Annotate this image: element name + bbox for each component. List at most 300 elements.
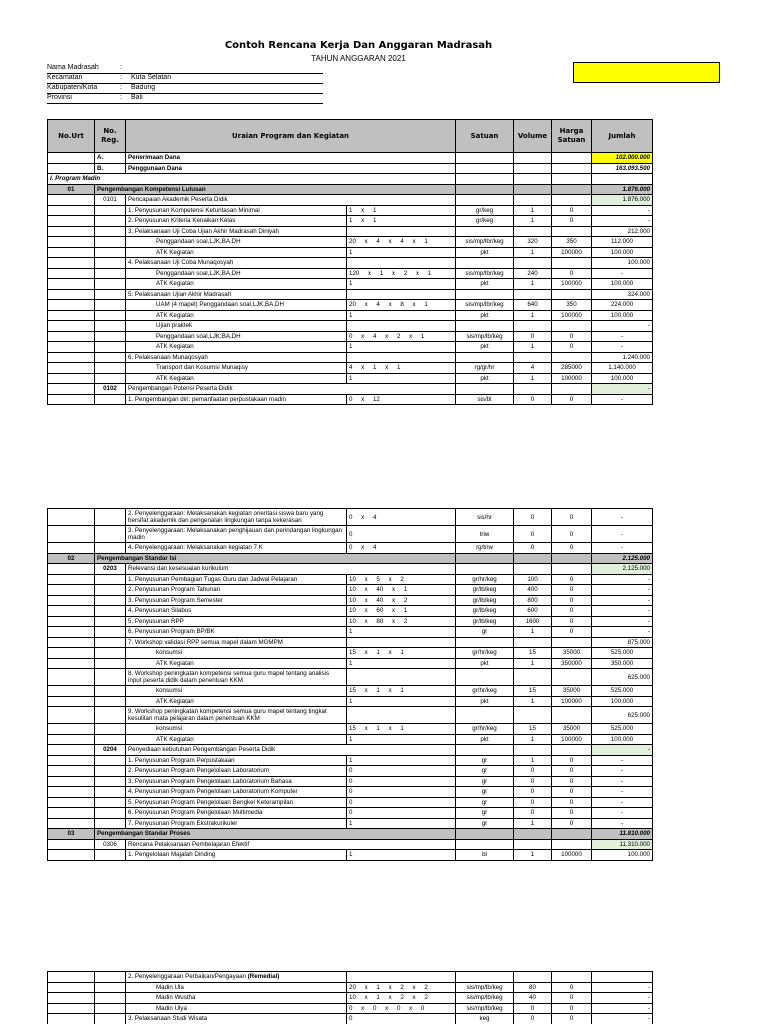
subtotal-cell: 525.000 [592,686,653,697]
satuan-cell: gr/hr/keg [456,724,514,735]
volume-cell: 0 [514,766,552,777]
satuan-cell: gr [456,818,514,829]
table-row-item [48,509,653,526]
subtotal-cell: 100.000 [592,696,653,707]
harga-cell: 0 [552,509,592,526]
volume-cell: 0 [514,543,552,554]
table-row-det [48,300,653,311]
satuan-cell: gr [456,787,514,798]
volume-formula: 10 x 5 x 2 [347,574,456,585]
table-cell [95,321,126,332]
table-row-det [48,321,653,332]
table-row-sec [48,163,653,174]
no-urt-cell [48,163,95,174]
table-cell [95,1003,126,1014]
madrasah-info [47,64,323,104]
satuan-cell: gr [456,755,514,766]
harga-cell: 0 [552,982,592,993]
volume-formula: 10 x 1 x 2 x 2 [347,993,456,1004]
table-cell [95,373,126,384]
subtotal-cell: - [592,808,653,819]
table-row-det [48,310,653,321]
subprogram-total: 1.876.000 [592,195,653,206]
table-cell [514,829,552,840]
volume-cell: 600 [514,606,552,617]
table-cell [552,384,592,395]
table-cell [48,268,95,279]
subtotal-cell: 100.000 [592,734,653,745]
satuan-cell: gr [456,627,514,638]
table-cell [48,595,95,606]
table-row-det [48,268,653,279]
table-cell [48,648,95,659]
activity-label: ATK Kegiatan [126,734,347,745]
activity-label: 3. Pelaksanaan Uji Coba Ujian Akhir Madrasah Diniyah [126,226,347,237]
table-row-item [48,205,653,216]
activity-label: Ujian praktek [126,321,347,332]
volume-cell: 80 [514,982,552,993]
activity-label: 1. Penyusunan Kompetensi Ketuntasan Minimal [126,205,347,216]
volume-cell: 15 [514,724,552,735]
harga-cell: 100000 [552,734,592,745]
jumlah-cell: - [592,616,653,627]
table-cell [95,606,126,617]
table-cell [95,669,126,686]
activity-label: ATK Kegiatan [126,658,347,669]
table-cell [95,216,126,227]
activity-label: 5. Penyusunan Program Pengelolaan Bengkel Keterampilan [126,797,347,808]
jumlah-cell: 875.000 [592,637,653,648]
volume-cell: 400 [514,585,552,596]
satuan-cell: bl [456,850,514,861]
subtotal-cell: 224.000 [592,300,653,311]
satuan-cell [456,637,514,648]
volume-cell: 240 [514,268,552,279]
table-cell [514,163,552,174]
harga-cell: 0 [552,595,592,606]
table-cell [95,658,126,669]
standard-number: 03 [48,829,95,840]
table-cell [95,268,126,279]
harga-cell: 35000 [552,724,592,735]
table-cell [95,342,126,353]
table-row-item [48,616,653,627]
harga-cell: 100000 [552,373,592,384]
satuan-cell: rg/triw [456,543,514,554]
satuan-cell: rg/gr/hr [456,363,514,374]
document-subtitle: TAHUN ANGGARAN 2021 [311,54,406,63]
volume-cell: 0 [514,776,552,787]
subprogram-label: Rencana Pelaksanaan Pembelajaran Efektif [126,839,456,850]
volume-formula: 0 [347,1014,456,1024]
info-colon: : [120,74,122,81]
activity-label: konsumsi [126,724,347,735]
table-row-item [48,289,653,300]
table-cell [95,648,126,659]
table-cell [456,163,514,174]
volume-cell: 0 [514,509,552,526]
volume-cell [514,352,552,363]
satuan-cell: pkt [456,310,514,321]
volume-formula: 0 [347,766,456,777]
jumlah-cell: - [592,595,653,606]
harga-cell: 0 [552,331,592,342]
satuan-cell: sis/mp/lbr/keg [456,237,514,248]
subtotal-cell: - [592,268,653,279]
activity-label: Madin Ulya [126,1003,347,1014]
subtotal-cell: - [592,766,653,777]
satuan-cell: sis/mp/lb/keg [456,331,514,342]
harga-cell [552,226,592,237]
table-cell [48,526,95,543]
jumlah-cell: 625.000 [592,707,653,724]
activity-label: 8. Workshop peningkatan kompetensi semua guru mapel tentang analisis input peserta didik dalam penentuan KKM [126,669,347,686]
table-cell [48,300,95,311]
standard-label: Pengembangan Standar Isi [95,553,456,564]
volume-formula [347,226,456,237]
activity-label: ATK Kegiatan [126,279,347,290]
volume-formula: 0 [347,797,456,808]
volume-cell: 1 [514,850,552,861]
section-total: 102.000.000 [592,153,653,164]
table-cell [514,184,552,195]
harga-cell: 100000 [552,310,592,321]
harga-cell: 0 [552,268,592,279]
volume-formula: 1 [347,247,456,258]
table-cell [514,553,552,564]
section-letter: B. [95,163,126,174]
table-cell [48,1014,95,1024]
volume-cell: 0 [514,394,552,405]
volume-formula: 0 x 4 [347,543,456,554]
table-cell [48,696,95,707]
table-cell [456,553,514,564]
table-row-det [48,373,653,384]
standard-label: Pengembangan Kompetensi Lulusan [95,184,456,195]
table-cell [95,226,126,237]
volume-formula: 1 x 1 [347,205,456,216]
satuan-cell: gr [456,797,514,808]
activity-label: ATK Kegiatan [126,373,347,384]
table-cell [48,627,95,638]
volume-formula: 10 x 40 x 1 [347,585,456,596]
table-row-item [48,595,653,606]
table-cell [48,352,95,363]
subtotal-cell: - [592,526,653,543]
subtotal-cell: 1.140.000 [592,363,653,374]
volume-formula: 20 x 4 x 8 x 1 [347,300,456,311]
volume-formula: 0 [347,776,456,787]
table-row-std [48,829,653,840]
table-cell [552,174,592,185]
harga-cell: 0 [552,1003,592,1014]
volume-cell: 320 [514,237,552,248]
column-header-no-reg: No. Reg. [95,120,126,153]
jumlah-cell: 625.000 [592,669,653,686]
satuan-cell: gr/hr/keg [456,574,514,585]
info-colon: : [120,94,122,101]
volume-cell [514,669,552,686]
activity-label: 4. Penyusunan Silabus [126,606,347,617]
section-label: Penggunaan Dana [126,163,456,174]
table-row-det [48,247,653,258]
table-cell [95,363,126,374]
volume-cell: 1600 [514,616,552,627]
harga-cell [552,707,592,724]
activity-label: 4. Penyelenggaraan: Melaksanakan kegiatan 7 K [126,543,347,554]
table-row-det [48,696,653,707]
activity-label-text: 2. Penyelenggaraan Perbaikan/Pengayaan [128,973,246,981]
table-cell [95,595,126,606]
table-row-det [48,363,653,374]
volume-cell [514,972,552,983]
volume-cell: 0 [514,331,552,342]
satuan-cell [456,226,514,237]
satuan-cell: triw [456,526,514,543]
table-cell [48,616,95,627]
volume-formula: 0 x 12 [347,394,456,405]
table-cell [48,226,95,237]
subprogram-label: Relevansi dan kesesuaian kurikulum [126,564,456,575]
volume-formula [347,321,456,332]
table-cell [95,247,126,258]
satuan-cell: gr/lb/keg [456,616,514,627]
table-cell [95,258,126,269]
harga-cell: 100000 [552,850,592,861]
table-cell [48,606,95,617]
volume-cell: 0 [514,808,552,819]
harga-cell: 0 [552,543,592,554]
satuan-cell: gr/keg [456,205,514,216]
volume-cell [514,226,552,237]
table-row-item [48,574,653,585]
activity-label [126,972,347,983]
activity-label: 3. Penyelenggaraan: Melaksanakan penghijauan dan perindangan lingkungan madin [126,526,347,543]
jumlah-cell: - [592,1003,653,1014]
table-cell [48,258,95,269]
table-row-item [48,216,653,227]
info-colon: : [120,84,122,91]
table-cell [48,509,95,526]
jumlah-cell: 100.000 [592,258,653,269]
volume-cell [514,321,552,332]
activity-label: Penggandaan soal,LJK,BA,DH [126,237,347,248]
satuan-cell: pkt [456,696,514,707]
activity-label: ATK Kegiatan [126,310,347,321]
table-cell [48,247,95,258]
table-row-det [48,331,653,342]
reg-number: 0102 [95,384,126,395]
info-row [47,84,323,94]
table-row-sub [48,384,653,395]
column-header-harga: Harga Satuan [552,120,592,153]
table-row-item [48,787,653,798]
info-row [47,64,237,73]
harga-cell: 285000 [552,363,592,374]
subprogram-total: 2.125.000 [592,564,653,575]
jumlah-cell: 212.000 [592,226,653,237]
volume-formula: 120 x 1 x 2 x 1 [347,268,456,279]
volume-formula: 10 x 80 x 2 [347,616,456,627]
subtotal-cell: - [592,776,653,787]
activity-label: 1. Pengelolaan Majalah Dinding [126,850,347,861]
subtotal-cell: - [592,797,653,808]
harga-cell: 0 [552,216,592,227]
table-row-item [48,850,653,861]
satuan-cell: gr [456,766,514,777]
satuan-cell [456,669,514,686]
info-value: Bali [131,94,143,101]
volume-formula: 20 x 1 x 2 x 2 [347,982,456,993]
volume-formula [347,352,456,363]
volume-cell: 0 [514,1003,552,1014]
table-row-item [48,226,653,237]
harga-cell: 0 [552,797,592,808]
table-cell [48,289,95,300]
activity-label: Penggandaan soal,LJK,BA,DH [126,331,347,342]
table-cell [95,526,126,543]
harga-cell [552,669,592,686]
satuan-cell: sis/mp/lbr/keg [456,268,514,279]
activity-label: 1. Pengembangan diri: pemanfaatan perpustakaan madin [126,394,347,405]
info-label: Provinsi [47,94,72,101]
satuan-cell: sis/mp/lb/keg [456,1003,514,1014]
volume-cell: 100 [514,574,552,585]
activity-label: 7. Workshop validasi RPP semua mapel dalam MGMPM [126,637,347,648]
activity-label: 2. Penyusunan Kriteria Kenaikan Kelas [126,216,347,227]
volume-formula [347,637,456,648]
table-row-item [48,394,653,405]
satuan-cell [456,352,514,363]
table-cell [95,616,126,627]
table-row-item [48,669,653,686]
table-row-det [48,279,653,290]
section-label: Penerimaan Dana [126,153,456,164]
table-cell [48,543,95,554]
satuan-cell: sis/mp/lbr/keg [456,300,514,311]
table-cell [456,564,514,575]
table-row-item [48,755,653,766]
subtotal-cell: - [592,543,653,554]
volume-formula: 15 x 1 x 1 [347,724,456,735]
table-cell [48,734,95,745]
table-row-item [48,776,653,787]
satuan-cell [456,972,514,983]
table-row-item [48,543,653,554]
table-cell [48,658,95,669]
subprogram-total: - [592,745,653,756]
activity-label: 6. Penyusunan Program Pengelolaan Multimedia [126,808,347,819]
harga-cell [552,289,592,300]
table-cell [95,696,126,707]
table-cell [48,384,95,395]
subtotal-cell: 100.000 [592,373,653,384]
table-header-row [48,120,653,153]
harga-cell: 0 [552,574,592,585]
table-row-det [48,1003,653,1014]
volume-formula: 1 [347,373,456,384]
harga-cell: 0 [552,787,592,798]
table-cell [514,195,552,206]
reg-number: 0306 [95,839,126,850]
table-cell [514,174,552,185]
table-cell [514,839,552,850]
volume-cell: 15 [514,686,552,697]
volume-cell: 1 [514,734,552,745]
table-cell [456,174,514,185]
table-cell [95,394,126,405]
table-cell [95,766,126,777]
volume-formula: 1 [347,734,456,745]
activity-label: Transport dan Kosumsi Munaqisy [126,363,347,374]
satuan-cell: gr/lb/keg [456,585,514,596]
standard-number: 01 [48,184,95,195]
volume-formula: 10 x 40 x 2 [347,595,456,606]
activity-label: 1. Penyusunan Program Perpustakaan [126,755,347,766]
satuan-cell: gr [456,808,514,819]
volume-cell: 0 [514,526,552,543]
table-cell [95,289,126,300]
volume-cell: 4 [514,363,552,374]
table-cell [552,829,592,840]
table-row-item [48,352,653,363]
table-row-item [48,808,653,819]
program-label: I. Program Madin [48,174,456,185]
activity-label: 1. Penyusunan Pembagian Tugas Guru dan Jadwal Pelajaran [126,574,347,585]
table-cell [95,724,126,735]
volume-formula: 1 [347,279,456,290]
harga-cell: 100000 [552,279,592,290]
activity-label: konsumsi [126,686,347,697]
column-header-volume: Volume [514,120,552,153]
table-row-det [48,724,653,735]
table-cell [48,797,95,808]
table-cell [95,331,126,342]
jumlah-cell: - [592,627,653,638]
harga-cell [552,637,592,648]
activity-label: 2. Penyelenggaraan: Melaksanakan kegiatan orientasi siswa baru yang bersifat akademik dan pengenalan lingkungan tanpa kekerasan [126,509,347,526]
volume-formula: 1 [347,818,456,829]
satuan-cell: gr/hr/keg [456,648,514,659]
harga-cell: 0 [552,394,592,405]
jumlah-cell: - [592,205,653,216]
table-row-item [48,1014,653,1024]
activity-label: 6. Penyusunan Program BP/BK [126,627,347,638]
volume-cell: 15 [514,648,552,659]
volume-cell [514,289,552,300]
table-row-item [48,526,653,543]
subprogram-total: - [592,384,653,395]
table-cell [95,850,126,861]
document-title: Contoh Rencana Kerja Dan Anggaran Madrasah [224,40,493,51]
volume-formula: 1 [347,342,456,353]
volume-formula [347,258,456,269]
table-cell [552,564,592,575]
table-row-item [48,258,653,269]
volume-cell [514,637,552,648]
harga-cell: 0 [552,776,592,787]
volume-cell: 1 [514,342,552,353]
volume-cell: 1 [514,755,552,766]
satuan-cell: pkt [456,373,514,384]
volume-formula: 1 [347,696,456,707]
harga-cell: 0 [552,606,592,617]
standard-total: 2.125.000 [592,553,653,564]
harga-cell: 350 [552,300,592,311]
satuan-cell: gr/lb/keg [456,606,514,617]
table-cell [456,745,514,756]
activity-label: UAM (4 mapel) Penggandaan soal,LJK,BA,DH [126,300,347,311]
